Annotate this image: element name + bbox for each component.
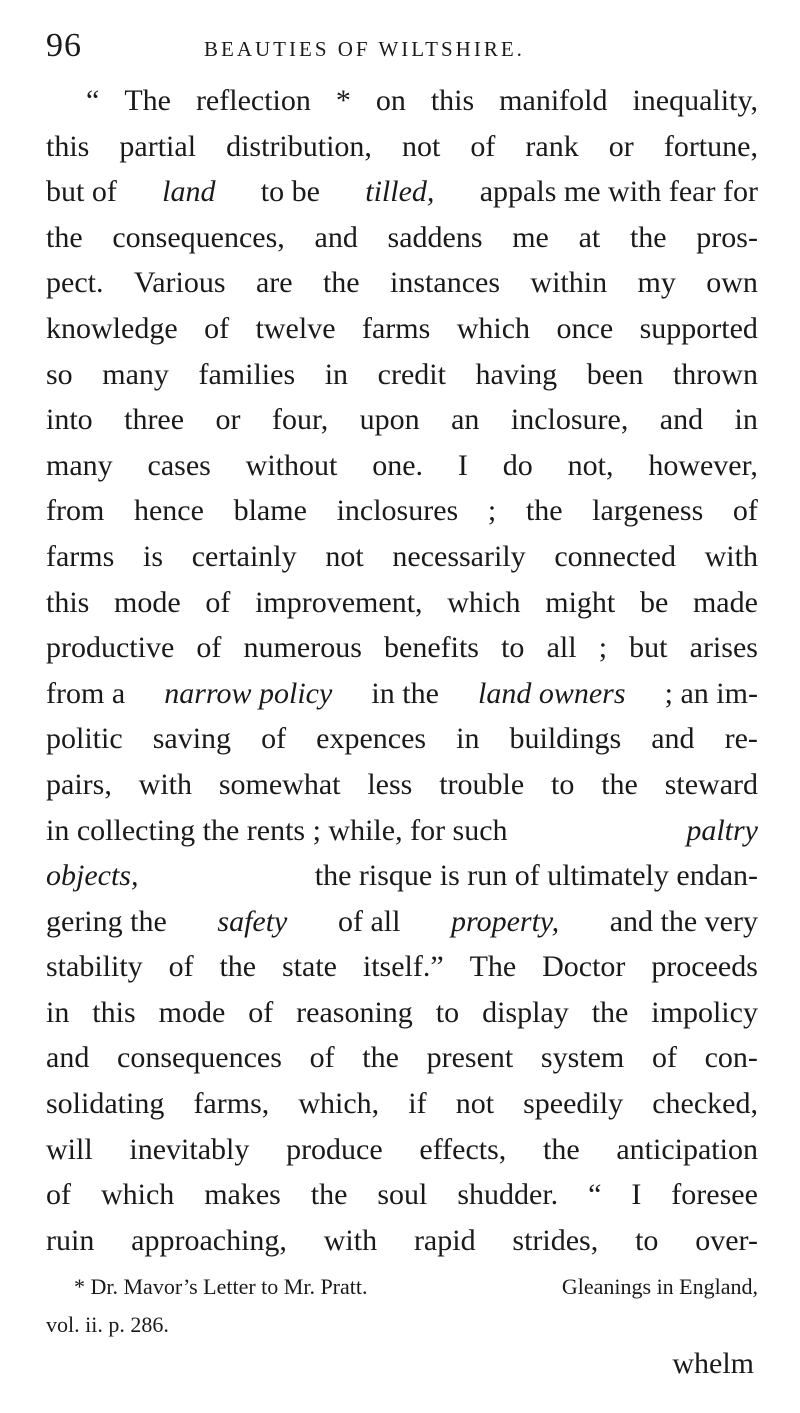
word: strides, bbox=[512, 1223, 599, 1257]
word: shudder. bbox=[457, 1178, 559, 1212]
text-line bbox=[46, 762, 758, 808]
word: not bbox=[455, 1087, 495, 1121]
text-line bbox=[46, 1127, 758, 1173]
word: consequences, bbox=[112, 220, 285, 254]
word: saving bbox=[152, 722, 232, 756]
word: proceeds bbox=[651, 950, 758, 984]
word: of bbox=[46, 1178, 71, 1212]
word: “ bbox=[588, 1178, 602, 1212]
word: which bbox=[447, 585, 521, 619]
word: many bbox=[46, 448, 113, 482]
word: inequality, bbox=[632, 84, 758, 117]
word: families bbox=[198, 357, 296, 391]
text-line bbox=[46, 944, 758, 990]
text-segment: in collecting the rents ; while, for such bbox=[46, 813, 508, 847]
word: ruin bbox=[46, 1223, 95, 1257]
word: to bbox=[435, 995, 460, 1029]
word: made bbox=[692, 585, 758, 619]
word: into bbox=[46, 403, 93, 437]
catchword: whelm bbox=[672, 1347, 754, 1380]
word: of bbox=[732, 494, 758, 528]
text-line bbox=[46, 534, 758, 580]
italic-text: land owners bbox=[478, 676, 626, 710]
word: pros- bbox=[696, 220, 758, 254]
word: I bbox=[457, 448, 468, 482]
word: and bbox=[46, 1041, 90, 1075]
word: farms bbox=[361, 311, 431, 345]
text-line bbox=[46, 260, 758, 306]
word: in bbox=[734, 403, 758, 437]
word: connected bbox=[554, 539, 676, 573]
word: with bbox=[704, 539, 758, 573]
word: inevitably bbox=[129, 1132, 250, 1166]
word: the bbox=[601, 767, 638, 801]
word: * bbox=[335, 84, 351, 117]
word: once bbox=[556, 311, 614, 345]
word: hence bbox=[133, 494, 204, 528]
word: somewhat bbox=[218, 767, 341, 801]
word: productive bbox=[46, 631, 175, 665]
word: effects, bbox=[419, 1132, 507, 1166]
word: pect. bbox=[46, 266, 104, 300]
word: so bbox=[46, 357, 73, 391]
word: the bbox=[629, 220, 667, 254]
word: without bbox=[245, 448, 338, 482]
word: four, bbox=[271, 403, 329, 437]
word: been bbox=[586, 357, 644, 391]
italic-text: land bbox=[162, 175, 216, 209]
text-line bbox=[46, 808, 758, 854]
word: politic bbox=[46, 722, 123, 756]
word: twelve bbox=[255, 311, 336, 345]
word: on bbox=[375, 84, 406, 117]
text-line bbox=[46, 853, 758, 899]
word: mode bbox=[158, 995, 226, 1029]
word: improvement, bbox=[255, 585, 423, 619]
text-line bbox=[46, 990, 758, 1036]
footnote-volume: vol. ii. p. 286. bbox=[46, 1312, 169, 1337]
text-line bbox=[46, 899, 758, 945]
word: which bbox=[456, 311, 531, 345]
word: three bbox=[124, 403, 185, 437]
word: reflection bbox=[195, 84, 311, 117]
word: is bbox=[143, 539, 164, 573]
text-line bbox=[46, 352, 758, 398]
word: rapid bbox=[413, 1223, 476, 1257]
word: produce bbox=[286, 1132, 383, 1166]
word: display bbox=[482, 995, 569, 1029]
word: the bbox=[591, 995, 629, 1029]
word: of bbox=[309, 1041, 335, 1075]
word: this bbox=[46, 585, 90, 619]
word: over- bbox=[695, 1223, 758, 1257]
word: do bbox=[502, 448, 533, 482]
word: pairs, bbox=[46, 767, 112, 801]
word: makes bbox=[204, 1178, 281, 1212]
italic-text: safety bbox=[217, 904, 288, 938]
word: rank bbox=[525, 129, 579, 163]
word: “ bbox=[86, 84, 100, 117]
word: con- bbox=[704, 1041, 758, 1075]
word: might bbox=[545, 585, 616, 619]
text-line bbox=[46, 625, 758, 671]
running-title: BEAUTIES OF WILTSHIRE. bbox=[204, 37, 525, 61]
word: expences bbox=[316, 722, 427, 756]
text-line bbox=[46, 716, 758, 762]
footnote-source: Gleanings in England, bbox=[561, 1274, 758, 1299]
word: and bbox=[651, 722, 695, 756]
word: the bbox=[362, 1041, 399, 1075]
word: many bbox=[102, 357, 169, 391]
text-segment: gering the bbox=[46, 904, 167, 938]
word: the bbox=[219, 950, 257, 984]
word: certainly bbox=[191, 539, 297, 573]
page-number: 96 bbox=[46, 27, 82, 64]
word: anticipation bbox=[616, 1132, 758, 1166]
word: speedily bbox=[523, 1087, 624, 1121]
word: steward bbox=[664, 767, 758, 801]
text-segment: and the very bbox=[609, 904, 758, 938]
text-line bbox=[46, 1218, 758, 1264]
word: present bbox=[426, 1041, 514, 1075]
text-line bbox=[46, 124, 758, 170]
text-segment: of all bbox=[337, 904, 401, 938]
word: cases bbox=[147, 448, 211, 482]
word: ; bbox=[487, 494, 497, 528]
word: upon bbox=[359, 403, 420, 437]
italic-text: property, bbox=[451, 904, 560, 938]
word: arises bbox=[689, 631, 758, 665]
text-segment: ; an im- bbox=[664, 676, 758, 710]
word: benefits bbox=[384, 631, 479, 665]
word: not, bbox=[567, 448, 614, 482]
word: less bbox=[367, 767, 413, 801]
word: the bbox=[310, 1178, 348, 1212]
word: and bbox=[659, 403, 704, 437]
word: Doctor bbox=[542, 950, 626, 984]
word: the bbox=[525, 494, 563, 528]
text-segment: appals me with fear for bbox=[479, 175, 758, 209]
word: me bbox=[512, 220, 549, 254]
word: at bbox=[578, 220, 601, 254]
word: having bbox=[475, 357, 558, 391]
word: the bbox=[543, 1132, 580, 1166]
word: supported bbox=[639, 311, 758, 345]
word: all bbox=[546, 631, 577, 665]
word: of bbox=[168, 950, 194, 984]
word: to bbox=[501, 631, 525, 665]
word: impolicy bbox=[651, 995, 758, 1029]
text-line bbox=[46, 306, 758, 352]
body-text bbox=[46, 78, 758, 1263]
text-line bbox=[46, 443, 758, 489]
text-line bbox=[46, 78, 758, 124]
word: re- bbox=[724, 722, 758, 756]
word: which bbox=[100, 1178, 175, 1212]
word: buildings bbox=[509, 722, 622, 756]
word: trouble bbox=[439, 767, 525, 801]
word: in bbox=[456, 722, 480, 756]
word: reasoning bbox=[296, 995, 413, 1029]
text-line bbox=[46, 671, 758, 717]
word: Various bbox=[133, 266, 226, 300]
word: knowledge bbox=[46, 311, 178, 345]
text-segment: the risque is run of ultimately endan- bbox=[314, 859, 758, 893]
word: within bbox=[530, 266, 608, 300]
word: the bbox=[322, 266, 360, 300]
word: or bbox=[215, 403, 241, 437]
word: not bbox=[325, 539, 364, 573]
word: foresee bbox=[671, 1178, 758, 1212]
word: an bbox=[451, 403, 480, 437]
footnote-citation: * Dr. Mavor’s Letter to Mr. Pratt. bbox=[74, 1274, 368, 1299]
word: stability bbox=[46, 950, 143, 984]
word: which, bbox=[298, 1087, 380, 1121]
word: itself.” bbox=[362, 950, 444, 984]
word: not bbox=[401, 129, 441, 163]
word: of bbox=[651, 1041, 677, 1075]
text-line bbox=[46, 1172, 758, 1218]
text-line bbox=[46, 580, 758, 626]
word: my bbox=[637, 266, 676, 300]
word: to bbox=[635, 1223, 659, 1257]
italic-text: objects, bbox=[46, 859, 139, 893]
word: inclosure, bbox=[510, 403, 629, 437]
word: mode bbox=[114, 585, 181, 619]
word: in bbox=[46, 995, 70, 1029]
word: necessarily bbox=[392, 539, 526, 573]
word: The bbox=[469, 950, 517, 984]
word: fortune, bbox=[663, 129, 758, 163]
text-line bbox=[46, 1081, 758, 1127]
text-segment: in the bbox=[371, 676, 439, 710]
text-segment: to be bbox=[260, 175, 320, 209]
word: of bbox=[248, 995, 274, 1029]
word: credit bbox=[377, 357, 446, 391]
text-line bbox=[46, 215, 758, 261]
word: manifold bbox=[499, 84, 608, 117]
word: numerous bbox=[243, 631, 362, 665]
word: largeness bbox=[592, 494, 704, 528]
word: approaching, bbox=[131, 1223, 287, 1257]
word: but bbox=[629, 631, 668, 665]
word: this bbox=[430, 84, 475, 117]
word: of bbox=[470, 129, 496, 163]
word: I bbox=[631, 1178, 642, 1212]
word: soul bbox=[377, 1178, 428, 1212]
word: partial bbox=[119, 129, 197, 163]
text-segment: from a bbox=[46, 676, 126, 710]
word: of bbox=[196, 631, 222, 665]
running-head bbox=[46, 26, 756, 70]
word: own bbox=[706, 266, 758, 300]
text-line bbox=[46, 1035, 758, 1081]
word: system bbox=[540, 1041, 625, 1075]
word: farms, bbox=[193, 1087, 270, 1121]
word: inclosures bbox=[336, 494, 459, 528]
text-line bbox=[46, 169, 758, 215]
word: this bbox=[46, 129, 90, 163]
word: instances bbox=[390, 266, 500, 300]
text-segment: but of bbox=[46, 175, 117, 209]
word: be bbox=[639, 585, 669, 619]
word: from bbox=[46, 494, 105, 528]
text-line bbox=[46, 397, 758, 443]
word: in bbox=[324, 357, 349, 391]
word: are bbox=[255, 266, 293, 300]
word: farms bbox=[46, 539, 115, 573]
word: thrown bbox=[672, 357, 758, 391]
word: saddens bbox=[387, 220, 483, 254]
text-line bbox=[46, 488, 758, 534]
word: to bbox=[551, 767, 575, 801]
word: ; bbox=[598, 631, 608, 665]
word: one. bbox=[372, 448, 424, 482]
footnote-line bbox=[46, 1306, 758, 1344]
word: checked, bbox=[652, 1087, 758, 1121]
word: state bbox=[282, 950, 337, 984]
word: and bbox=[314, 220, 358, 254]
footnote-line bbox=[46, 1268, 758, 1306]
word: or bbox=[608, 129, 634, 163]
word: of bbox=[261, 722, 287, 756]
word: distribution, bbox=[226, 129, 372, 163]
italic-text: tilled, bbox=[365, 175, 435, 209]
word: with bbox=[323, 1223, 378, 1257]
italic-text: paltry bbox=[686, 813, 758, 847]
word: with bbox=[138, 767, 193, 801]
word: the bbox=[46, 220, 83, 254]
word: blame bbox=[233, 494, 307, 528]
word: will bbox=[46, 1132, 93, 1166]
italic-text: narrow policy bbox=[164, 676, 333, 710]
word: of bbox=[204, 311, 230, 345]
word: The bbox=[124, 84, 171, 117]
word: however, bbox=[648, 448, 758, 482]
word: this bbox=[92, 995, 136, 1029]
word: consequences bbox=[117, 1041, 282, 1075]
word: if bbox=[408, 1087, 427, 1121]
word: of bbox=[205, 585, 231, 619]
footnote bbox=[46, 1268, 758, 1344]
word: solidating bbox=[46, 1087, 165, 1121]
